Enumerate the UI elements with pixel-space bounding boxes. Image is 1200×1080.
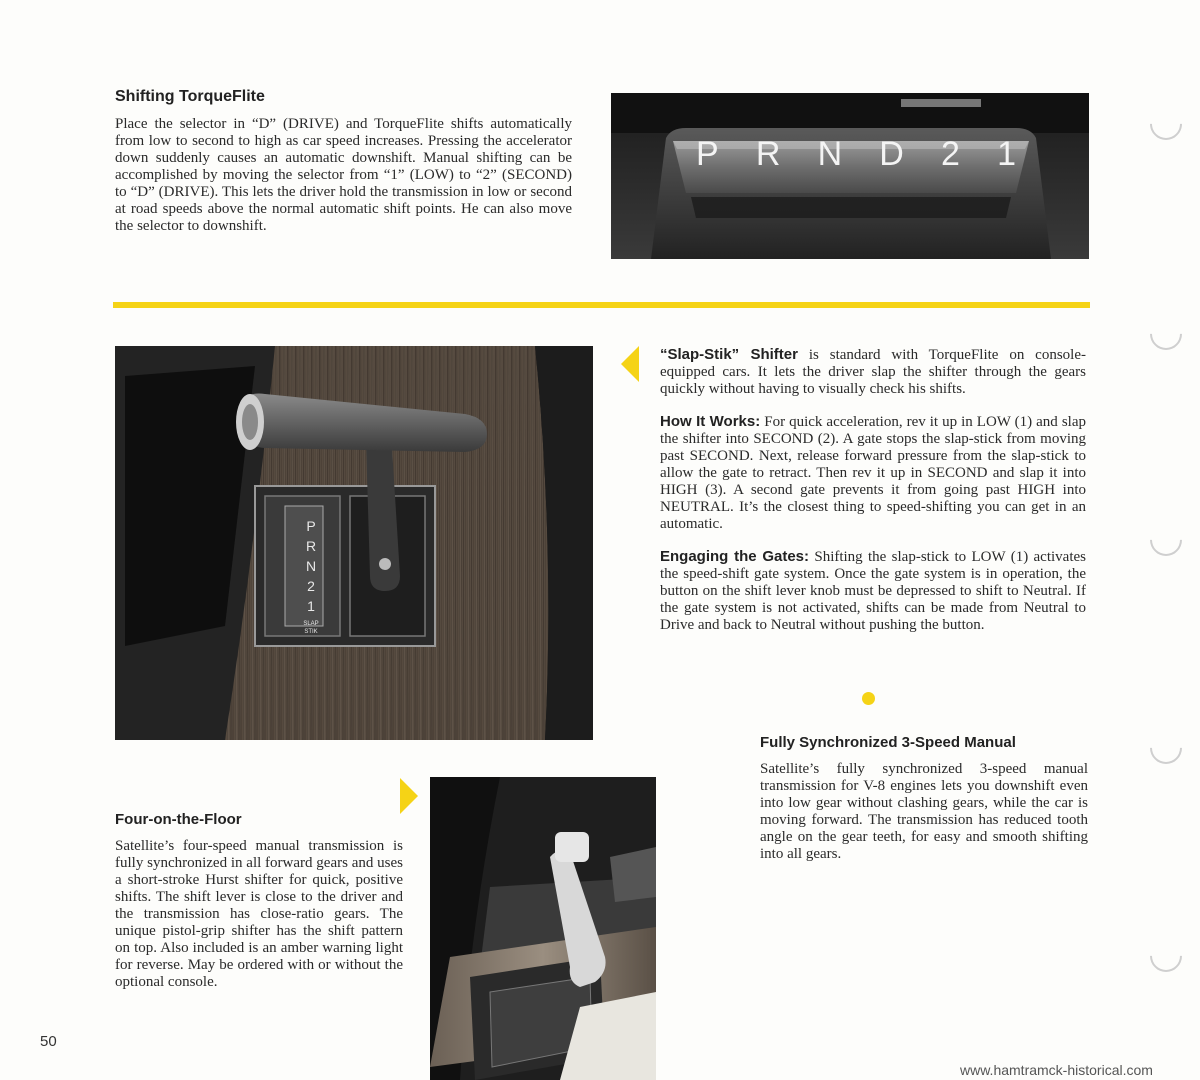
how-it-works-title: How It Works: xyxy=(660,413,761,430)
how-it-works-text: For quick acceleration, rev it up in LOW (1) and slap the shifter into SECOND (2). A gate stops the slap-stick from moving past SECOND. Next, release forward pressure from the slap-stick to allow the gate to retract. Then rev it up in SECOND and slap it into HIGH (3). A second gate prevents it from going past HIGH into NEUTRAL. It’s the closest thing to speed-shifting you can get in an automatic. xyxy=(660,414,1086,532)
binder-hole xyxy=(1143,311,1188,356)
engaging-gates xyxy=(660,548,1086,634)
slapstik-intro xyxy=(660,346,1086,398)
gear-letter: P xyxy=(696,135,719,173)
torqueflite-body: Place the selector in “D” (DRIVE) and TorqueFlite shifts automatically from low to second to high as car speed increases. Pressing the accelerator down suddenly causes an automatic downshift. Manual shifting can be accomplished by moving the selector from “1” (LOW) to “2” (SECOND) to “D” (DRIVE). This lets the driver hold the transmission in low or second at road speeds above the normal automatic shift points. He can also move the selector to downshift. xyxy=(115,116,572,234)
slapstik-intro-text: is standard with TorqueFlite on console-equipped cars. It lets the driver slap the shifter through the gears quickly without having to visually check his shifts. xyxy=(660,347,1086,397)
slapstik-console-photo xyxy=(115,346,593,740)
gear-letter: R xyxy=(755,135,781,173)
four-speed-photo xyxy=(430,777,656,1080)
gear-letter: D xyxy=(879,135,904,173)
four-floor-section xyxy=(115,811,403,991)
pattern-label: SLAP STIK xyxy=(303,621,319,635)
console-shift-pattern xyxy=(299,516,323,636)
pattern-letter: 1 xyxy=(307,598,315,614)
three-speed-section xyxy=(760,734,1088,863)
pattern-letter: N xyxy=(305,558,317,574)
binder-hole xyxy=(1143,517,1188,562)
four-floor-body: Satellite’s four-speed manual transmission is fully synchronized in all forward gears and uses a short-stroke Hurst shifter for quick, positive shifts. The shift lever is close to the driver and the transmission has close-ratio gears. The unique pistol-grip shifter has the shift pattern on top. Also included is an amber warning light for reverse. May be ordered with or without the optional console. xyxy=(115,838,403,990)
slapstik-title: “Slap-Stik” Shifter xyxy=(660,346,798,363)
gear-indicator-photo xyxy=(611,93,1089,259)
four-floor-heading: Four-on-the-Floor xyxy=(115,811,242,828)
arrow-left-icon xyxy=(621,346,639,382)
pattern-letter: 2 xyxy=(307,578,315,594)
console-illustration xyxy=(115,346,593,740)
pattern-letter: R xyxy=(305,538,317,554)
three-speed-heading: Fully Synchronized 3-Speed Manual xyxy=(760,734,1016,751)
three-speed-body: Satellite’s fully synchronized 3-speed manual transmission for V-8 engines lets you downshift even into low gear without clashing gears, while the car is moving forward. The transmission has reduced tooth angle on the gear teeth, for easy and smooth shifting into all gears. xyxy=(760,761,1088,862)
slapstik-section xyxy=(660,346,1086,634)
watermark: www.hamtramck-historical.com xyxy=(960,1062,1153,1078)
binder-hole xyxy=(1143,101,1188,146)
binder-hole xyxy=(1143,933,1188,978)
gear-indicator-illustration xyxy=(611,93,1089,259)
page-number: 50 xyxy=(40,1033,57,1050)
gear-letter: 1 xyxy=(997,135,1016,173)
gear-letters xyxy=(696,135,1016,174)
torqueflite-section xyxy=(115,88,572,235)
engaging-gates-title: Engaging the Gates: xyxy=(660,548,810,565)
pattern-letter: P xyxy=(306,518,316,534)
gear-letter: N xyxy=(817,135,843,173)
arrow-right-icon xyxy=(400,778,418,814)
engaging-gates-text: Shifting the slap-stick to LOW (1) activates the speed-shift gate system. Once the gate system is in operation, the button on the shift lever knob must be depressed to shift to Neutral. If the gate system is not activated, shifts can be made from Neutral to Drive and back to Neutral without pushing the button. xyxy=(660,549,1086,633)
yellow-dot xyxy=(862,692,875,705)
torqueflite-heading: Shifting TorqueFlite xyxy=(115,88,265,105)
how-it-works xyxy=(660,413,1086,533)
gear-letter: 2 xyxy=(941,135,960,173)
yellow-divider xyxy=(113,302,1090,308)
four-speed-illustration xyxy=(430,777,656,1080)
binder-hole xyxy=(1143,725,1188,770)
